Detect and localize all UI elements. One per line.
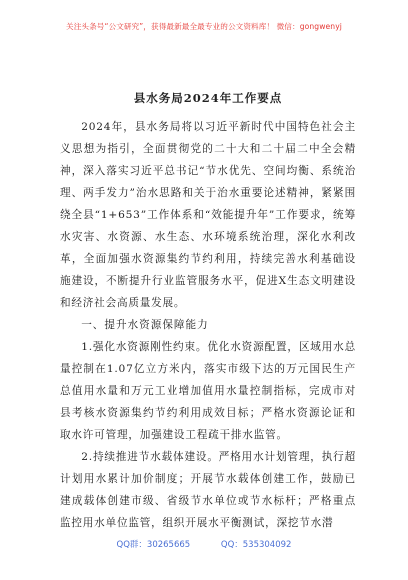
footer-qq: QQ：535304092 (220, 540, 292, 550)
document-page (60, 0, 356, 580)
intro-paragraph: 2024年，县水务局将以习近平新时代中国特色社会主义思想为指引，全面贯彻党的二十大和二十届二中全会精神，深入落实习近平总书记“节水优先、空间均衡、系统治理、两手发力”治水思路和关于治水重要论述精神，紧紧围绕全县“1+653”工作体系和“效能提升年”工作要求，统筹水灾害、水资源、水生态、水环境系统治理，深化水利改革，全面加强水资源集约节约利用，持续完善水利基础设施建设，不断提升行业监管服务水平，促进X生态文明建设和经济社会高质量发展。 (60, 121, 356, 309)
item-paragraph-2: 2.持续推进节水载体建设。严格用水计划管理，执行超计划用水累计加价制度；开展节水载体创建工作，鼓励已建成载体创建市级、省级节水单位或节水标杆；严格重点监控用水单位监管，组织开展水平衡测试，深挖节水潜 (60, 451, 356, 529)
document-title: 县水务局2024年工作要点 (133, 91, 283, 105)
section-heading: 一、提升水资源保障能力 (81, 319, 209, 331)
footer-qq-group: QQ群：30265665 (116, 540, 191, 550)
document-body (60, 116, 356, 534)
footer-contact (0, 538, 408, 550)
item-paragraph-1: 1.强化水资源刚性约束。优化水资源配置，区域用水总量控制在1.07亿立方米内，落实市级下达的万元国民生产总值用水量和万元工业增加值用水量控制指标，完成市对县考核水资源集约节约利用成效目标；严格水资源论证和取水许可管理，加强建设工程疏干排水监管。 (60, 341, 356, 441)
top-banner: 关注头条号“公文研究”，获得最新最全最专业的公文资料库！ 微信：gongwenyj (66, 22, 342, 31)
